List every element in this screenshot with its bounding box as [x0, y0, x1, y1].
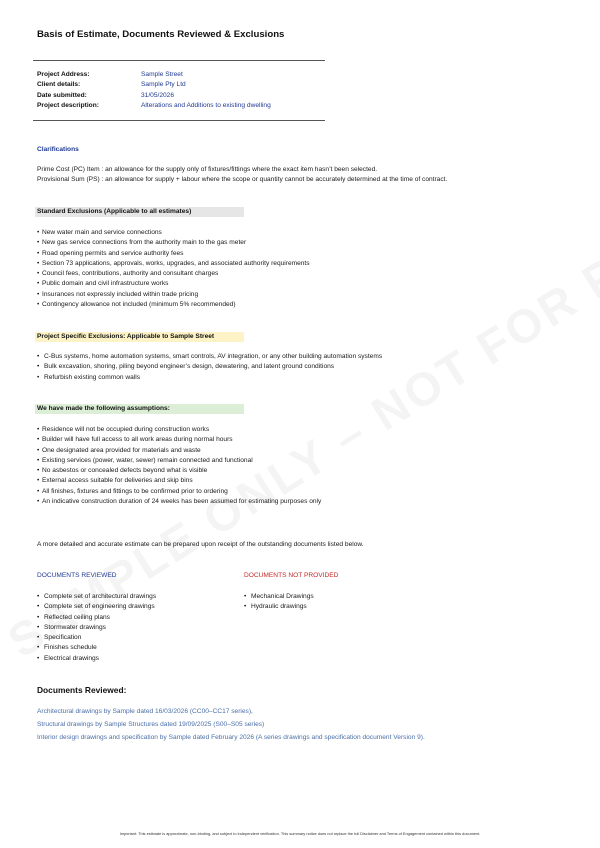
project-row [37, 101, 271, 111]
date-submitted-label: Date submitted: [37, 91, 87, 99]
disclaimer-footer: Important: This estimate is approximate, non-binding, and subject to independent verification. This summary notice does not replace the full Disclaimer and Terms of Engagement contained within this document. [119, 831, 481, 836]
list-item: • Builder will have full access to all work areas during normal hours [37, 436, 233, 444]
list-item: • Residence will not be occupied during construction works [37, 426, 210, 433]
clarifications-heading: Clarifications [37, 146, 79, 153]
list-item: • Mechanical Drawings [244, 593, 314, 600]
standard-exclusions-list [37, 228, 517, 310]
assumptions-heading: We have made the following assumptions: [35, 404, 244, 414]
divider-bottom [33, 120, 325, 121]
project-details-table [37, 70, 271, 112]
documents-reviewed-heading: Documents Reviewed: [37, 685, 127, 695]
list-item: • Specification [37, 634, 82, 642]
clarification-line: Provisional Sum (PS) : an allowance for supply + labour where the scope or quantity cannot be accurately determined at the time of contract. [37, 176, 448, 183]
project-address-label: Project Address: [37, 71, 90, 78]
list-item: • New water main and service connections [37, 229, 162, 236]
list-item: • Hydraulic drawings [244, 603, 307, 611]
project-row [37, 80, 271, 90]
clarification-line: Prime Cost (PC) Item : an allowance for the supply only of fixtures/fittings where the exact item hasn’t been selected. [37, 166, 378, 173]
outstanding-documents-note: A more detailed and accurate estimate can be prepared upon receipt of the outstanding documents listed below. [37, 541, 364, 548]
list-item: • Bulk excavation, shoring, piling beyond engineer’s design, dewatering, and latent ground conditions [37, 363, 335, 371]
project-address-value: Sample Street [141, 71, 183, 78]
list-item: • Council fees, contributions, authority and consultant charges [37, 270, 219, 278]
list-item: • Contingency allowance not included (minimum 5% recommended) [37, 301, 236, 309]
list-item: • Reflected ceiling plans [37, 613, 110, 621]
documents-not-provided-list [244, 592, 444, 613]
documents-not-provided-column-heading: DOCUMENTS NOT PROVIDED [244, 572, 339, 579]
documents-reviewed-list [37, 592, 237, 664]
project-description-label: Project description: [37, 102, 99, 110]
list-item: • Insurances not expressly included within trade pricing [37, 290, 199, 298]
clarifications-body [37, 165, 577, 185]
list-item: • External access suitable for deliveries and skip bins [37, 477, 193, 485]
project-row [37, 70, 271, 80]
list-item: • One designated area provided for materials and waste [37, 446, 201, 454]
list-item: • Stormwater drawings [37, 623, 106, 631]
project-description-value: Alterations and Additions to existing dwelling [141, 102, 271, 110]
list-item: • C-Bus systems, home automation systems, smart controls, AV integration, or any other building automation systems [37, 353, 383, 360]
date-submitted-value: 31/05/2026 [141, 91, 175, 99]
project-row [37, 91, 271, 101]
list-item: • Electrical drawings [37, 654, 99, 662]
page-title: Basis of Estimate, Documents Reviewed & Exclusions [37, 29, 285, 40]
list-item: • Road opening permits and service authority fees [37, 249, 184, 257]
list-item: • Existing services (power, water, sewer) remain connected and functional [37, 456, 253, 464]
document-reference-line: Structural drawings by Sample Structures dated 19/09/2025 (S00–S05 series) [37, 721, 265, 728]
standard-exclusions-heading: Standard Exclusions (Applicable to all estimates) [35, 207, 244, 217]
list-item: • New gas service connections from the authority main to the gas meter [37, 239, 247, 247]
list-item: • All finishes, fixtures and fittings to be confirmed prior to ordering [37, 487, 228, 495]
project-exclusions-list [37, 352, 557, 383]
divider-top [33, 60, 325, 61]
client-details-value: Sample Pty Ltd [141, 81, 186, 89]
list-item: • Refurbish existing common walls [37, 373, 141, 381]
list-item: • No asbestos or concealed defects beyond what is visible [37, 467, 208, 475]
list-item: • Public domain and civil infrastructure works [37, 280, 169, 288]
client-details-label: Client details: [37, 81, 81, 89]
documents-reviewed-column-heading: DOCUMENTS REVIEWED [37, 572, 117, 579]
list-item: • Section 73 applications, approvals, works, upgrades, and associated authority requirements [37, 259, 310, 267]
document-reference-line: Interior design drawings and specification by Sample dated February 2026 (A series drawings and specification document Version 9). [37, 734, 425, 741]
list-item: • Finishes schedule [37, 644, 97, 652]
document-reference-line: Architectural drawings by Sample dated 16/03/2026 (CC00–CC17 series), [37, 708, 253, 715]
list-item: • An indicative construction duration of 24 weeks has been assumed for estimating purposes only [37, 498, 322, 506]
project-exclusions-heading: Project Specific Exclusions: Applicable to Sample Street [35, 332, 244, 342]
assumptions-list [37, 425, 517, 507]
list-item: • Complete set of architectural drawings [37, 593, 157, 600]
list-item: • Complete set of engineering drawings [37, 603, 155, 611]
